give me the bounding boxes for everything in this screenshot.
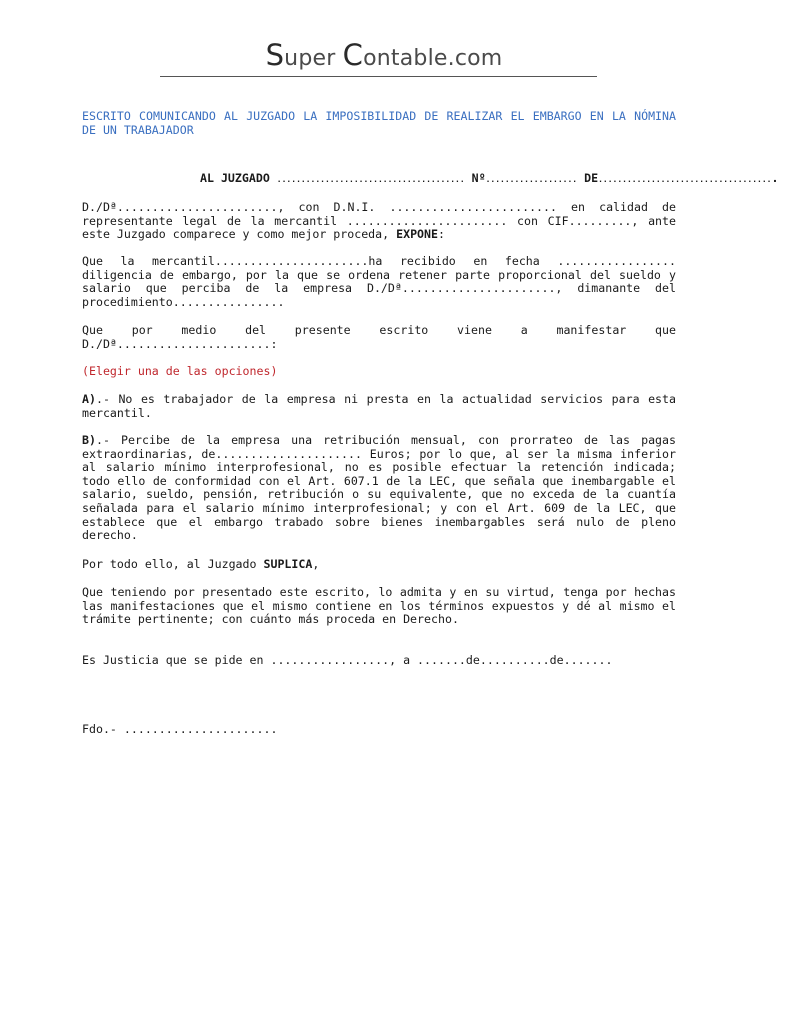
paragraph-suplica-text: Por todo ello, al Juzgado bbox=[82, 557, 264, 571]
logo-s-initial: S bbox=[265, 38, 285, 72]
paragraph-suplica-end: , bbox=[312, 557, 320, 571]
paragraph-expone-text: D./Dª......................., con D.N.I. ........................ en calidad de representante legal de la mercantil ....................... con CIF........., ante este Juzgado comparece y como mejor proceda, bbox=[82, 200, 676, 242]
suplica-keyword: SUPLICA bbox=[263, 557, 313, 571]
document-title: ESCRITO COMUNICANDO AL JUZGADO LA IMPOSIBILIDAD DE REALIZAR EL EMBARGO EN LA NÓMINA DE UN TRABAJADOR bbox=[82, 109, 676, 137]
logo-super-text: uper bbox=[284, 46, 343, 71]
option-b bbox=[82, 434, 676, 543]
logo-c-initial: C bbox=[342, 38, 364, 72]
court-header: AL JUZGADO ....................................... Nº................... DE..................................... bbox=[200, 171, 779, 185]
logo-divider bbox=[160, 76, 597, 77]
court-header-number-label: Nº bbox=[471, 171, 486, 185]
court-header-dots-3: .................................... bbox=[598, 175, 772, 184]
logo-contable-text: ontable.com bbox=[363, 46, 503, 71]
option-a-label: A) bbox=[82, 392, 96, 406]
court-header-dots-2: ................... bbox=[485, 175, 578, 184]
paragraph-justicia: Es Justicia que se pide en ................., a .......de..........de....... bbox=[82, 653, 613, 667]
paragraph-expone-end: : bbox=[438, 227, 445, 242]
court-header-al-juzgado: AL JUZGADO bbox=[200, 171, 270, 185]
option-b-label: B) bbox=[82, 433, 96, 447]
option-a bbox=[82, 393, 676, 420]
signature-line: Fdo.- ...................... bbox=[82, 722, 278, 736]
paragraph-petition: Que teniendo por presentado este escrito, lo admita y en su virtud, tenga por hechas las manifestaciones que el mismo contiene en los términos expuestos y dé al mismo el trámite pertinente; con cuánto más proceda en Derecho. bbox=[82, 585, 676, 627]
option-b-text: .- Percibe de la empresa una retribución mensual, con prorrateo de las pagas extraordinarias, de..................... Euros; por lo que, al ser la misma inferior al salario mínimo interprofesional, no es posible efectuar la retención indicada; todo ello de conformidad con el Art. 607.1 de la LEC, que señala que inembargable el salario, sueldo, pensión, retribución o su equivalente, que no exceda de la cuantía señalada para el salario mínimo interprofesional; y con el Art. 609 de la LEC, que establece que el embargo trabado sobre bienes inembargables será nulo de pleno derecho. bbox=[82, 433, 676, 543]
paragraph-diligencia: Que la mercantil......................ha recibido en fecha ................. diligencia de embargo, por la que se ordena retener parte proporcional del sueldo y salario que perciba de la empresa D./Dª......................, dimanante del procedimiento................ bbox=[82, 254, 676, 309]
court-header-dots-1: ....................................... bbox=[276, 175, 465, 184]
court-header-de-label: DE bbox=[584, 171, 599, 185]
paragraph-manifestar: Que por medio del presente escrito viene a manifestar que D./Dª......................: bbox=[82, 323, 676, 351]
paragraph-expone bbox=[82, 201, 676, 242]
expone-keyword: EXPONE bbox=[396, 227, 438, 242]
logo bbox=[0, 38, 768, 72]
paragraph-suplica bbox=[82, 558, 676, 572]
options-note: (Elegir una de las opciones) bbox=[82, 364, 278, 378]
option-a-text: .- No es trabajador de la empresa ni presta en la actualidad servicios para esta mercantil. bbox=[82, 392, 676, 420]
